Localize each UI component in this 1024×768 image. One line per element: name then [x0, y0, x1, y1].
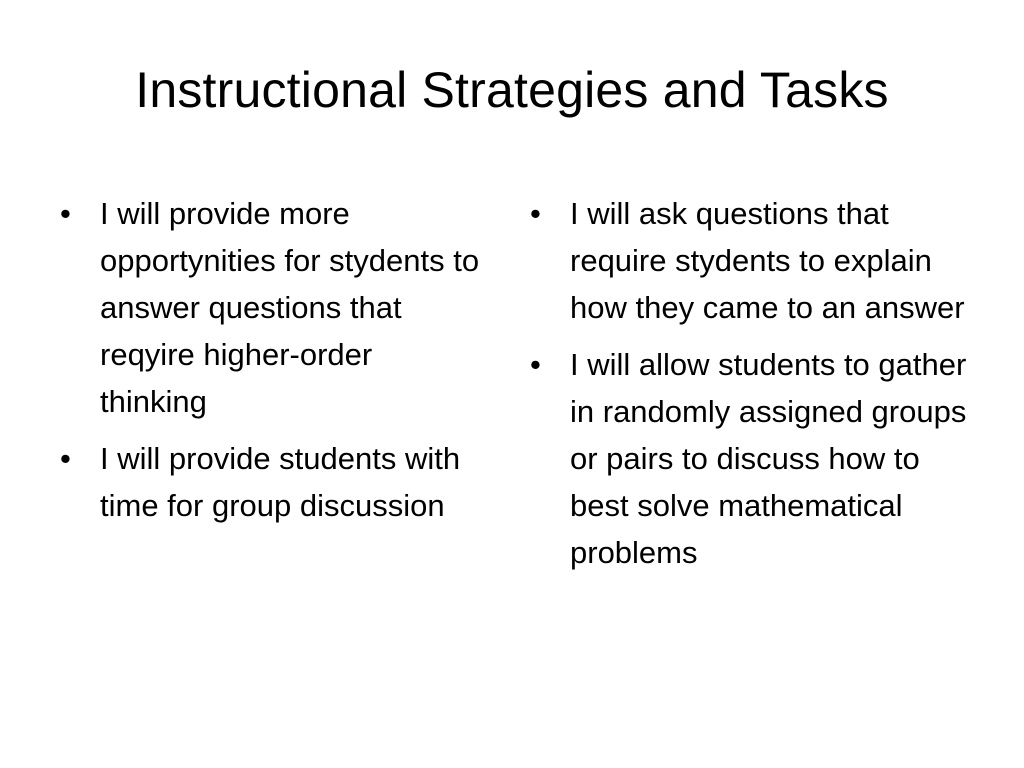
- right-bullet-list: [530, 190, 970, 586]
- left-bullet-list: [60, 190, 480, 539]
- bullet-icon: •: [60, 196, 71, 231]
- bullet-item: [60, 435, 480, 529]
- bullet-item: [60, 190, 480, 425]
- bullet-text: I will ask questions that require stydents to explain how they came to an answer: [570, 196, 965, 325]
- bullet-text: I will provide more opportynities for stydents to answer questions that reqyire higher-order thinking: [100, 196, 480, 419]
- bullet-text: I will provide students with time for group discussion: [100, 441, 461, 523]
- bullet-icon: •: [60, 441, 71, 476]
- slide-title: Instructional Strategies and Tasks: [135, 62, 889, 118]
- bullet-icon: •: [530, 196, 541, 231]
- bullet-text: I will allow students to gather in randomly assigned groups or pairs to discuss how to best solve mathematical problems: [570, 347, 967, 570]
- bullet-icon: •: [530, 347, 541, 382]
- bullet-item: [530, 341, 970, 576]
- bullet-item: [530, 190, 970, 331]
